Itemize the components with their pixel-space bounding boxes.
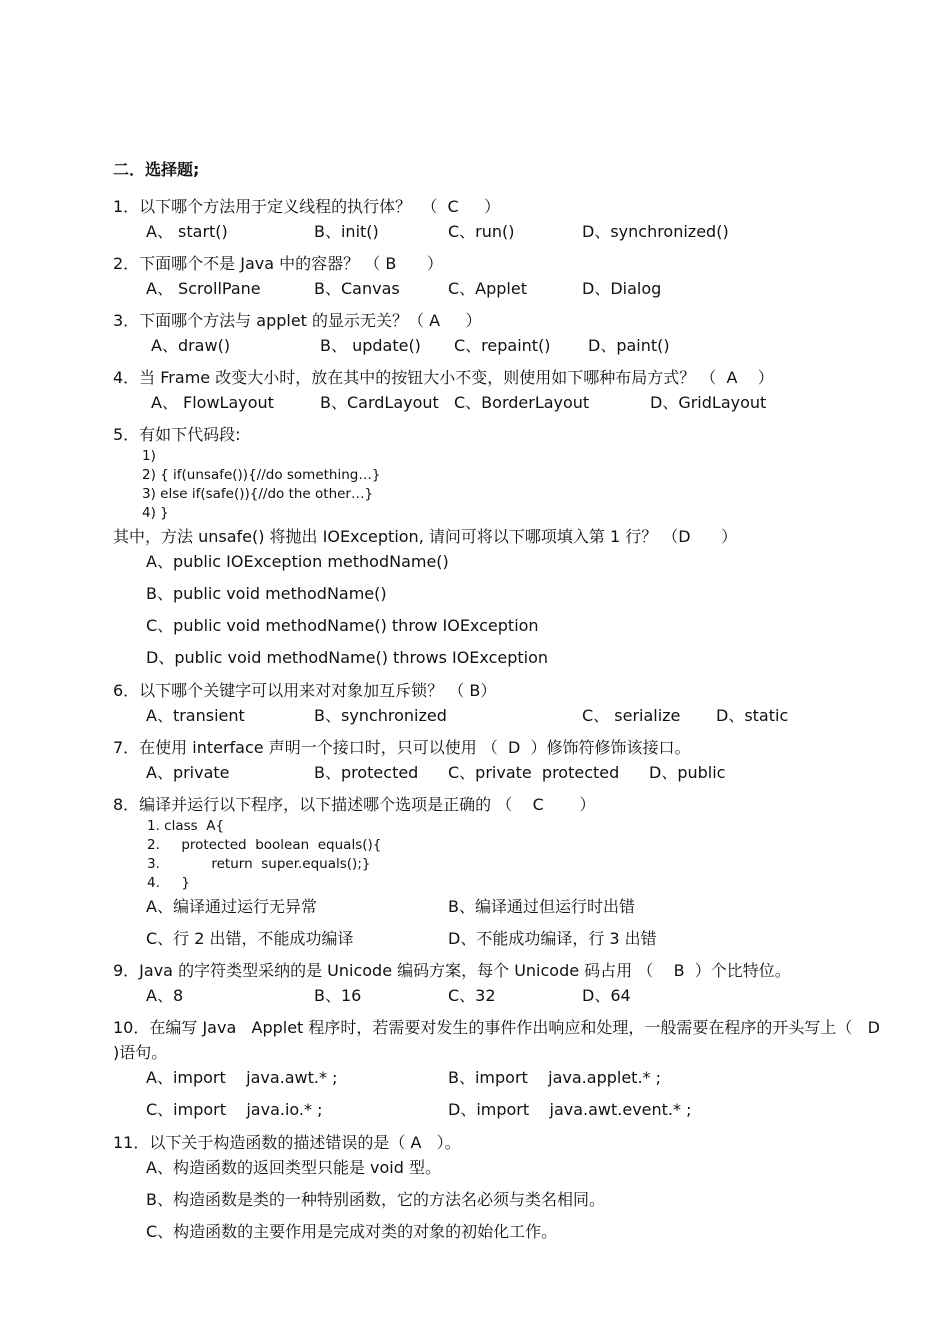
question-8-code-line-4: 4. } bbox=[147, 875, 190, 891]
question-5-code-line-4: 4) } bbox=[142, 505, 169, 521]
question-1-stem: 1．以下哪个方法用于定义线程的执行体？ （ C ） bbox=[113, 197, 501, 216]
question-5-tail: 其中，方法 unsafe() 将抛出 IOException, 请问可将以下哪项填入第 1 行？ （D ） bbox=[113, 527, 738, 546]
question-4-option-c: C、BorderLayout bbox=[454, 393, 590, 412]
question-8-code-line-1: 1. class A{ bbox=[147, 818, 225, 834]
question-10-option-d: D、import java.awt.event.* ; bbox=[448, 1100, 692, 1119]
question-5-code-line-2: 2) { if(unsafe()){//do something…} bbox=[142, 467, 381, 483]
question-3-option-a: A、draw() bbox=[151, 336, 231, 355]
question-10-option-b: B、import java.applet.* ; bbox=[448, 1068, 662, 1087]
question-1-option-d: D、synchronized() bbox=[582, 222, 729, 241]
question-11-option-b: B、构造函数是类的一种特别函数，它的方法名必须与类名相同。 bbox=[146, 1190, 605, 1209]
question-3-option-b: B、 update() bbox=[320, 336, 421, 355]
question-10-option-a: A、import java.awt.* ; bbox=[146, 1068, 338, 1087]
question-2-option-b: B、Canvas bbox=[314, 279, 400, 298]
question-8-option-c: C、行 2 出错，不能成功编译 bbox=[146, 929, 354, 948]
question-10-stem-continued: )语句。 bbox=[113, 1043, 168, 1062]
question-3-option-c: C、repaint() bbox=[454, 336, 551, 355]
question-3-stem: 3．下面哪个方法与 applet 的显示无关？（ A ） bbox=[113, 311, 482, 330]
question-5-stem: 5．有如下代码段: bbox=[113, 425, 241, 444]
question-5-code-line-3: 3) else if(safe()){//do the other…} bbox=[142, 486, 374, 502]
question-2-option-c: C、Applet bbox=[448, 279, 527, 298]
question-6-option-b: B、synchronized bbox=[314, 706, 447, 725]
question-2-option-d: D、Dialog bbox=[582, 279, 662, 298]
question-4-option-b: B、CardLayout bbox=[320, 393, 439, 412]
question-9-option-d: D、64 bbox=[582, 986, 631, 1005]
question-1-option-b: B、init() bbox=[314, 222, 379, 241]
question-8-option-d: D、不能成功编译，行 3 出错 bbox=[448, 929, 657, 948]
question-11-stem: 11．以下关于构造函数的描述错误的是（ A ）。 bbox=[113, 1133, 461, 1152]
question-11-option-c: C、构造函数的主要作用是完成对类的对象的初始化工作。 bbox=[146, 1222, 558, 1241]
question-7-option-b: B、protected bbox=[314, 763, 419, 782]
question-8-option-a: A、编译通过运行无异常 bbox=[146, 897, 317, 916]
question-8-code-line-2: 2. protected boolean equals(){ bbox=[147, 837, 382, 853]
question-7-option-c: C、private protected bbox=[448, 763, 620, 782]
question-7-option-d: D、public bbox=[649, 763, 726, 782]
question-4-option-a: A、 FlowLayout bbox=[151, 393, 274, 412]
question-5-option-d: D、public void methodName() throws IOException bbox=[146, 648, 549, 667]
question-1-option-a: A、 start() bbox=[146, 222, 228, 241]
question-8-code-line-3: 3. return super.equals();} bbox=[147, 856, 371, 872]
question-10-stem: 10．在编写 Java Applet 程序时，若需要对发生的事件作出响应和处理，一般需要在程序的开头写上（ D bbox=[113, 1018, 880, 1037]
question-7-option-a: A、private bbox=[146, 763, 230, 782]
question-9-option-a: A、8 bbox=[146, 986, 184, 1005]
question-5-option-b: B、public void methodName() bbox=[146, 584, 387, 603]
question-5-code-line-1: 1) bbox=[142, 448, 156, 464]
question-10-option-c: C、import java.io.* ; bbox=[146, 1100, 323, 1119]
question-9-option-b: B、16 bbox=[314, 986, 362, 1005]
question-6-stem: 6．以下哪个关键字可以用来对对象加互斥锁？ （ B） bbox=[113, 681, 497, 700]
question-8-option-b: B、编译通过但运行时出错 bbox=[448, 897, 635, 916]
question-6-option-a: A、transient bbox=[146, 706, 245, 725]
question-8-stem: 8．编译并运行以下程序，以下描述哪个选项是正确的 （ C ） bbox=[113, 795, 596, 814]
question-4-option-d: D、GridLayout bbox=[650, 393, 767, 412]
question-1-option-c: C、run() bbox=[448, 222, 515, 241]
question-5-option-a: A、public IOException methodName() bbox=[146, 552, 449, 571]
question-6-option-c: C、 serialize bbox=[582, 706, 681, 725]
question-4-stem: 4．当 Frame 改变大小时，放在其中的按钮大小不变，则使用如下哪种布局方式？ （ A ） bbox=[113, 368, 774, 387]
question-2-stem: 2．下面哪个不是 Java 中的容器？ （ B ） bbox=[113, 254, 443, 273]
question-7-stem: 7．在使用 interface 声明一个接口时，只可以使用 （ D ）修饰符修饰该接口。 bbox=[113, 738, 691, 757]
question-9-stem: 9．Java 的字符类型采纳的是 Unicode 编码方案，每个 Unicode 码占用 （ B ）个比特位。 bbox=[113, 961, 791, 980]
section-title: 二．选择题; bbox=[113, 160, 200, 179]
question-2-option-a: A、 ScrollPane bbox=[146, 279, 261, 298]
question-3-option-d: D、paint() bbox=[588, 336, 670, 355]
question-6-option-d: D、static bbox=[716, 706, 789, 725]
question-11-option-a: A、构造函数的返回类型只能是 void 型。 bbox=[146, 1158, 441, 1177]
question-9-option-c: C、32 bbox=[448, 986, 496, 1005]
question-5-option-c: C、public void methodName() throw IOException bbox=[146, 616, 539, 635]
